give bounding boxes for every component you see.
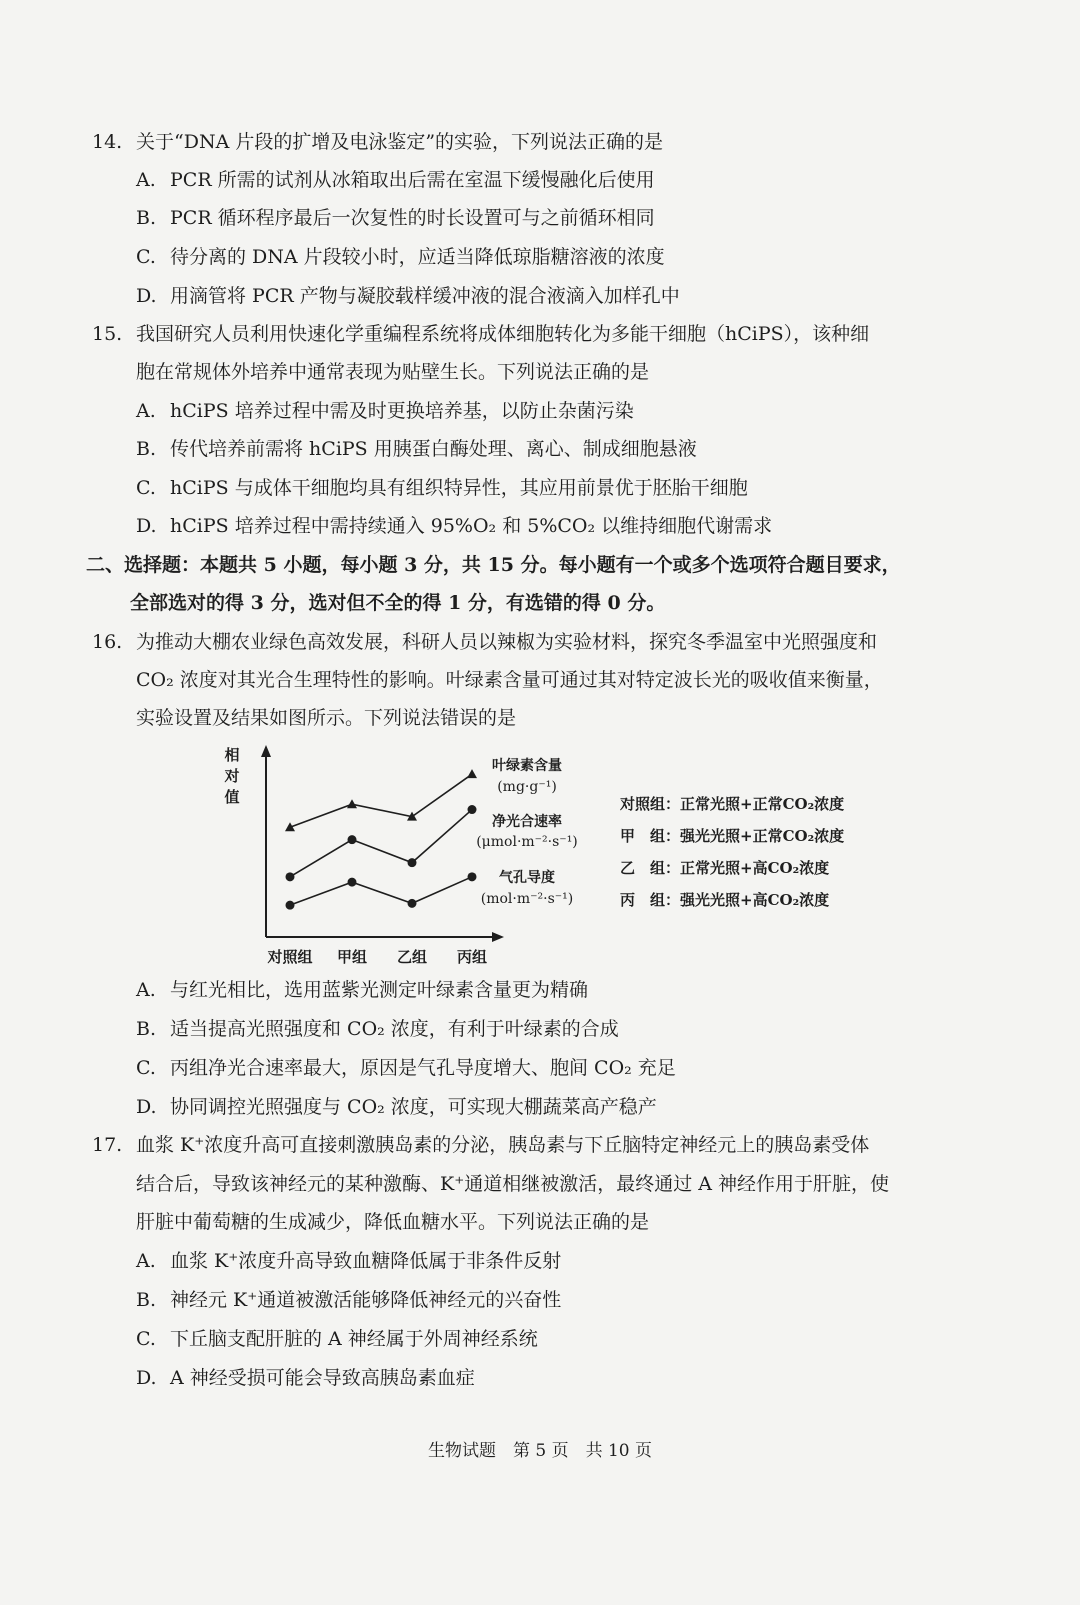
option-letter: B. <box>136 1289 157 1311</box>
data-point-circle <box>468 872 477 881</box>
chart-series <box>285 757 578 910</box>
option-letter: B. <box>136 1018 157 1040</box>
series-name-label: 气孔导度 <box>499 870 555 886</box>
q17-option-a <box>136 1249 561 1273</box>
q16-option-b <box>136 1017 619 1041</box>
x-tick-label: 对照组 <box>267 948 313 966</box>
question-17-stem <box>92 1133 869 1157</box>
question-number: 14. <box>92 131 123 153</box>
series-name-label: 叶绿素含量 <box>492 758 562 774</box>
series-unit-label: (mol·m⁻²·s⁻¹) <box>480 891 574 907</box>
option-text: 用滴管将 PCR 产物与凝胶载样缓冲液的混合液滴入加样孔中 <box>170 285 680 307</box>
option-text: PCR 所需的试剂从冰箱取出后需在室温下缓慢融化后使用 <box>170 169 655 191</box>
option-text: 传代培养前需将 hCiPS 用胰蛋白酶处理、离心、制成细胞悬液 <box>170 438 697 460</box>
data-point-triangle <box>467 769 477 778</box>
option-text: hCiPS 培养过程中需持续通入 95%O₂ 和 5%CO₂ 以维持细胞代谢需求 <box>170 515 773 537</box>
question-number: 16. <box>92 631 123 653</box>
option-letter: C. <box>136 1057 156 1079</box>
question-text: 结合后，导致该神经元的某种激酶、K⁺通道相继被激活，最终通过 A 神经作用于肝脏，使 <box>136 1173 890 1195</box>
option-letter: A. <box>136 169 156 191</box>
option-letter: A. <box>136 979 156 1001</box>
legend-entry: 对照组：正常光照+正常CO₂浓度 <box>620 795 845 813</box>
option-letter: D. <box>136 285 157 307</box>
series-unit-label: (μmol·m⁻²·s⁻¹) <box>476 834 578 850</box>
data-point-triangle <box>407 812 417 821</box>
question-15-stem <box>92 322 869 346</box>
q14-option-d <box>136 284 680 308</box>
data-point-circle <box>348 835 357 844</box>
y-axis-label-char: 值 <box>224 788 240 806</box>
question-16-stem <box>92 630 877 654</box>
option-text: 与红光相比，选用蓝紫光测定叶绿素含量更为精确 <box>170 979 589 1001</box>
data-point-triangle <box>285 822 295 831</box>
x-tick-label: 甲组 <box>336 948 368 966</box>
q15-option-d <box>136 514 772 538</box>
q17-option-d <box>136 1366 475 1390</box>
data-point-circle <box>408 858 417 867</box>
series-line-2 <box>290 810 472 877</box>
y-axis-label-char: 对 <box>224 767 240 785</box>
option-text: 待分离的 DNA 片段较小时，应适当降低琼脂糖溶液的浓度 <box>170 246 665 268</box>
question-15-stem-cont <box>136 360 649 384</box>
question-text: 血浆 K⁺浓度升高可直接刺激胰岛素的分泌，胰岛素与下丘脑特定神经元上的胰岛素受体 <box>136 1134 870 1156</box>
section-2-heading-cont <box>130 591 665 615</box>
y-axis-label <box>223 746 239 806</box>
question-16-stem-cont2 <box>136 706 516 730</box>
option-text: hCiPS 与成体干细胞均具有组织特异性，其应用前景优于胚胎干细胞 <box>170 477 748 499</box>
x-tick-label: 丙组 <box>456 948 488 966</box>
question-number: 15. <box>92 323 123 345</box>
q16-option-d <box>136 1095 657 1119</box>
question-16-stem-cont <box>136 668 883 692</box>
option-text: hCiPS 培养过程中需及时更换培养基，以防止杂菌污染 <box>170 400 634 422</box>
option-letter: C. <box>136 477 156 499</box>
data-point-circle <box>286 872 295 881</box>
question-14-stem <box>92 130 663 154</box>
series-name-label: 净光合速率 <box>492 814 562 830</box>
q17-option-b <box>136 1288 561 1312</box>
option-letter: B. <box>136 207 157 229</box>
option-letter: D. <box>136 1096 157 1118</box>
data-point-circle <box>286 901 295 910</box>
option-letter: A. <box>136 1250 156 1272</box>
question-text: 胞在常规体外培养中通常表现为贴壁生长。下列说法正确的是 <box>136 361 650 383</box>
section-2-heading <box>86 553 901 577</box>
option-letter: D. <box>136 1367 157 1389</box>
legend-entry: 乙 组：正常光照+高CO₂浓度 <box>620 859 830 877</box>
option-letter: C. <box>136 1328 156 1350</box>
q14-option-a <box>136 168 655 192</box>
data-point-circle <box>468 805 477 814</box>
q16-option-a <box>136 978 588 1002</box>
option-text: 血浆 K⁺浓度升高导致血糖降低属于非条件反射 <box>170 1250 562 1272</box>
option-letter: B. <box>136 438 157 460</box>
q15-option-a <box>136 399 634 423</box>
option-text: PCR 循环程序最后一次复性的时长设置可与之前循环相同 <box>170 207 655 229</box>
question-text: CO₂ 浓度对其光合生理特性的影响。叶绿素含量可通过其对特定波长光的吸收值来衡量， <box>136 669 883 691</box>
option-text: 下丘脑支配肝脏的 A 神经属于外周神经系统 <box>170 1328 538 1350</box>
question-text: 为推动大棚农业绿色高效发展，科研人员以辣椒为实验材料，探究冬季温室中光照强度和 <box>136 631 878 653</box>
option-letter: D. <box>136 515 157 537</box>
question-text: 肝脏中葡萄糖的生成减少，降低血糖水平。下列说法正确的是 <box>136 1211 650 1233</box>
chart-axes <box>261 745 504 942</box>
question-17-stem-cont <box>136 1172 889 1196</box>
chart-legend <box>619 795 844 909</box>
x-tick-label: 乙组 <box>396 948 428 966</box>
option-letter: C. <box>136 246 156 268</box>
q17-option-c <box>136 1327 538 1351</box>
q14-option-b <box>136 206 655 230</box>
page-footer: 生物试题 第 5 页 共 10 页 <box>427 1441 653 1461</box>
option-text: 神经元 K⁺通道被激活能够降低神经元的兴奋性 <box>170 1289 562 1311</box>
legend-entry: 丙 组：强光光照+高CO₂浓度 <box>620 891 830 909</box>
option-text: 适当提高光照强度和 CO₂ 浓度，有利于叶绿素的合成 <box>170 1018 619 1040</box>
data-point-circle <box>348 878 357 887</box>
series-line-3 <box>290 877 472 905</box>
question-text: 关于“DNA 片段的扩增及电泳鉴定”的实验，下列说法正确的是 <box>136 131 664 153</box>
x-axis-arrow <box>492 932 504 942</box>
y-axis-label-char: 相 <box>224 746 240 764</box>
section-text: 全部选对的得 3 分，选对但不全的得 1 分，有选错的得 0 分。 <box>130 592 666 614</box>
option-text: 丙组净光合速率最大，原因是气孔导度增大、胞间 CO₂ 充足 <box>170 1057 676 1079</box>
legend-entry: 甲 组：强光光照+正常CO₂浓度 <box>620 827 845 845</box>
question-text: 实验设置及结果如图所示。下列说法错误的是 <box>136 707 517 729</box>
q15-option-c <box>136 476 748 500</box>
series-unit-label: (mg·g⁻¹) <box>497 779 557 795</box>
option-letter: A. <box>136 400 156 422</box>
question-text: 我国研究人员利用快速化学重编程系统将成体细胞转化为多能干细胞（hCiPS），该种细 <box>136 323 870 345</box>
option-text: 协同调控光照强度与 CO₂ 浓度，可实现大棚蔬菜高产稳产 <box>170 1096 657 1118</box>
option-text: A 神经受损可能会导致高胰岛素血症 <box>170 1367 475 1389</box>
q15-option-b <box>136 437 697 461</box>
y-axis-arrow <box>261 745 271 757</box>
question-17-stem-cont2 <box>136 1210 649 1234</box>
section-text: 二、选择题：本题共 5 小题，每小题 3 分，共 15 分。每小题有一个或多个选项符合题目要求， <box>86 554 901 576</box>
question-number: 17. <box>92 1134 123 1156</box>
data-point-circle <box>408 899 417 908</box>
series-line-1 <box>290 774 472 827</box>
q16-option-c <box>136 1056 676 1080</box>
q14-option-c <box>136 245 665 269</box>
data-point-triangle <box>347 799 357 808</box>
x-tick-labels <box>266 948 487 966</box>
